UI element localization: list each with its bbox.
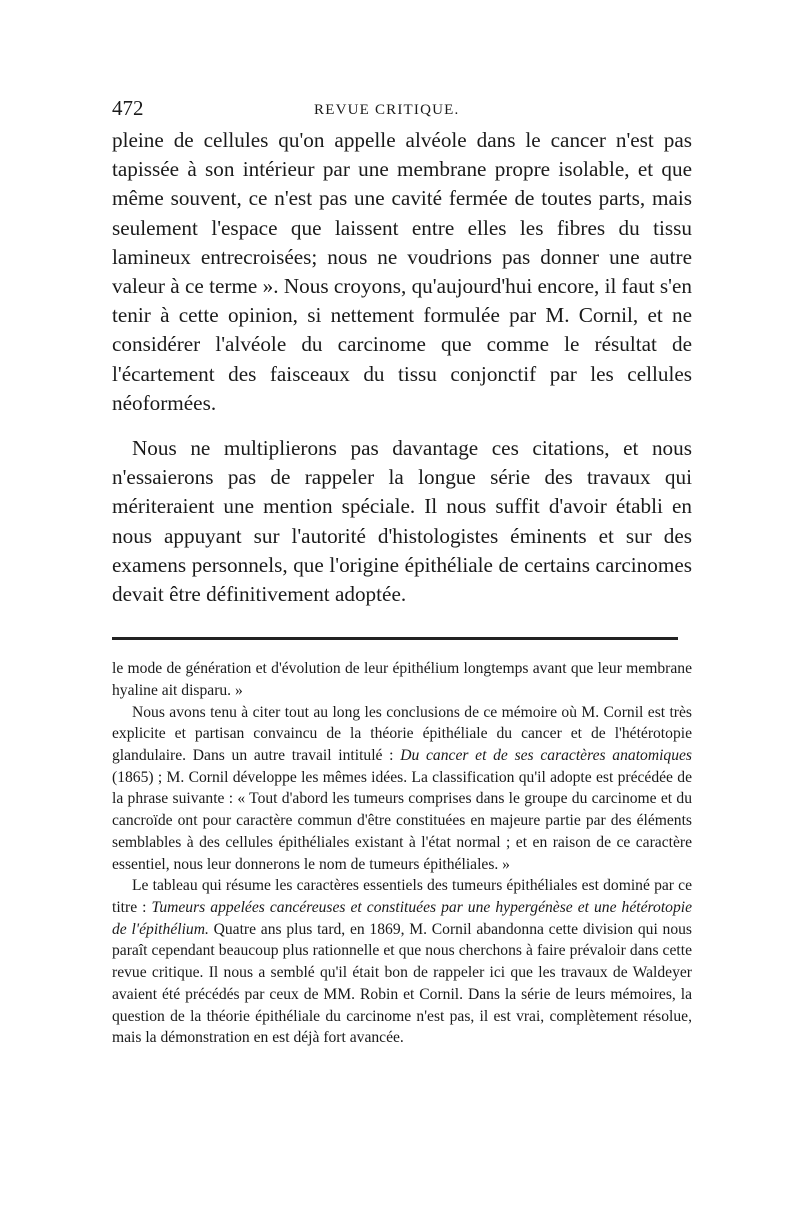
footnote-paragraph-2 [112, 702, 692, 876]
main-text [112, 126, 692, 609]
page-number: 472 [112, 96, 144, 120]
footnote-paragraph-3 [112, 875, 692, 1049]
footnote [112, 658, 692, 1049]
footnote-text: Le tableau qui résume les caractères essentiels des tumeurs épithéliales est dominé par ce titre : [112, 877, 692, 916]
paragraph-2: Nous ne multiplierons pas davantage ces citations, et nous n'essaierons pas de rappeler la longue série des travaux qui mériteraient une mention spéciale. Il nous suffit d'avoir établi en nous appuyant sur l'autorité d'histologistes éminents et sur des examens personnels, que l'origine épithéliale de certains carcinomes devait être définitivement adoptée. [112, 436, 692, 607]
footnote-paragraph-1: le mode de génération et d'évolution de leur épithélium longtemps avant que leur membrane hyaline ait disparu. » [112, 660, 692, 699]
running-head: REVUE CRITIQUE. [314, 102, 460, 118]
cited-title: Tumeurs appelées cancéreuses et constituées par une hypergénèse et une hétérotopie de l'épithélium. [112, 898, 692, 938]
footnote-text: (1865) ; M. Cornil développe les mêmes idées. La classification qu'il adopte est précédée de la phrase suivante : « Tout d'abord les tumeurs comprises dans le groupe du carcinome et du cancroïde ont pour caractère commun d'être constituées en majeure partie par des éléments semblables à des cellules épithéliales existant à l'état normal ; et en raison de ce caractère essentiel, nous leur donnerons le nom de tumeurs épithéliales. » [112, 768, 692, 873]
page-header [112, 96, 692, 126]
paragraph-1: pleine de cellules qu'on appelle alvéole dans le cancer n'est pas tapissée à son intérieur par une membrane propre isolable, et que même souvent, ce n'est pas une cavité fermée de toutes parts, mais seulement l'espace que laissent entre elles les fibres du tissu lamineux entrecroisées; nous ne voudrions pas donner une autre valeur à ce terme ». Nous croyons, qu'aujourd'hui encore, il faut s'en tenir à cette opinion, si nettement formulée par M. Cornil, et ne considérer l'alvéole du carcinome que comme le résultat de l'écartement des faisceaux du tissu conjonctif par les cellules néoformées. [112, 128, 692, 415]
book-page [112, 96, 692, 1049]
footnote-separator [112, 637, 678, 640]
footnote-text: Nous avons tenu à citer tout au long les conclusions de ce mémoire où M. Cornil est très explicite et partisan convaincu de la théorie épithéliale du cancer et de l'hétérotopie glandulaire. Dans un autre travail intitulé : [112, 703, 692, 765]
footnote-text: Quatre ans plus tard, en 1869, M. Cornil abandonna cette division qui nous paraît cependant beaucoup plus rationnelle et que nous cherchons à faire prévaloir dans cette revue critique. Il nous a semblé qu'il était bon de rappeler ici que les travaux de Waldeyer avaient été précédés par ceux de MM. Robin et Cornil. Dans la série de leurs mémoires, la question de la théorie épithéliale du carcinome n'est pas, il est vrai, complètement résolue, mais la démonstration en est déjà fort avancée. [112, 920, 692, 1047]
cited-title: Du cancer et de ses caractères anatomiques [400, 747, 692, 765]
